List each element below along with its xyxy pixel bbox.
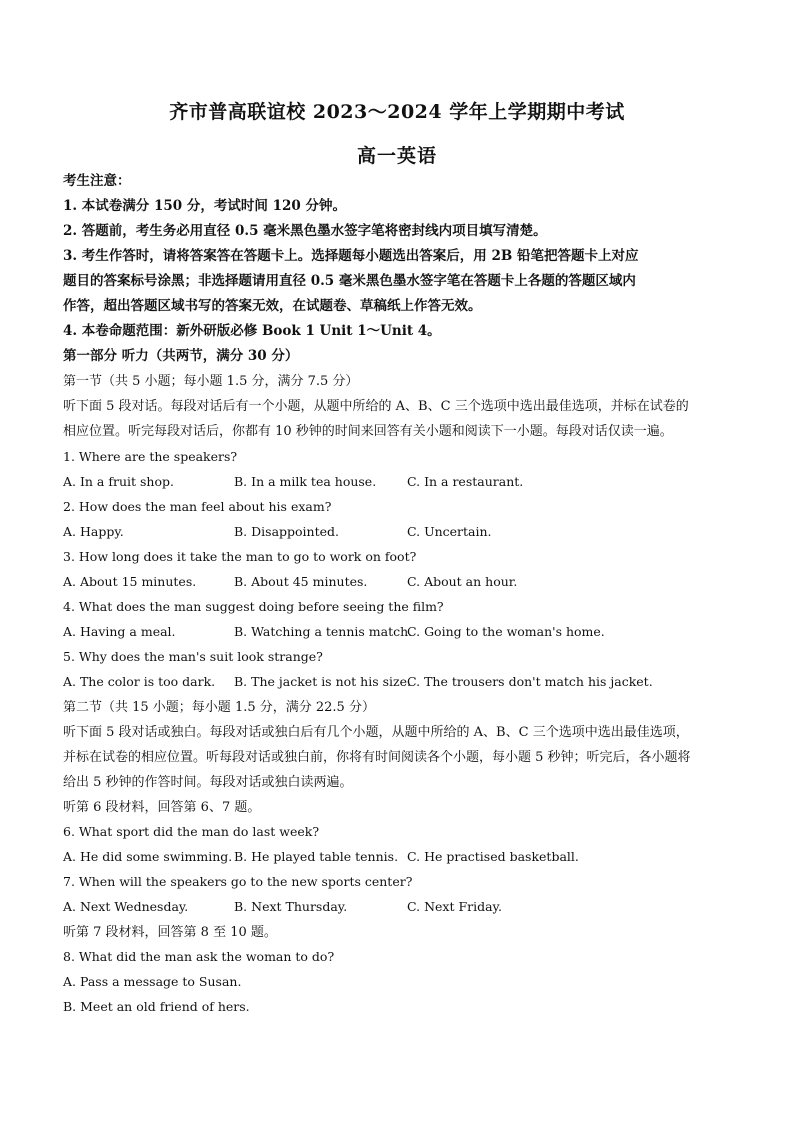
exam-title: 齐市普高联谊校 2023～2024 学年上学期期中考试 [169, 101, 625, 123]
section-instructions: 给出 5 秒钟的作答时间。每段对话或独白读两遍。 [63, 775, 353, 790]
section-heading: 第二节（共 15 小题；每小题 1.5 分，满分 22.5 分） [63, 700, 375, 715]
option-c: C. About an hour. [407, 574, 518, 589]
notice-item: 3. 考生作答时，请将答案答在答题卡上。选择题每小题选出答案后，用 2B 铅笔把答题卡上对应 [63, 248, 639, 264]
question-text: 4. What does the man suggest doing before seeing the film? [63, 599, 444, 614]
section-instructions: 相应位置。听完每段对话后，你都有 10 秒钟的时间来回答有关小题和阅读下一小题。每段对话仅读一遍。 [63, 424, 673, 439]
notice-heading: 考生注意： [63, 173, 131, 189]
option-c: C. Uncertain. [407, 524, 492, 539]
option-b: B. Watching a tennis match. [234, 624, 413, 639]
option-c: C. The trousers don't match his jacket. [407, 674, 653, 689]
section-instructions: 听下面 5 段对话。每段对话后有一个小题，从题中所给的 A、B、C 三个选项中选出最佳选项，并标在试卷的 [63, 399, 689, 414]
question-text: 1. Where are the speakers? [63, 449, 238, 464]
notice-item: 作答，超出答题区域书写的答案无效，在试题卷、草稿纸上作答无效。 [63, 298, 482, 314]
option-a: A. He did some swimming. [63, 849, 233, 864]
option-c: C. Going to the woman's home. [407, 624, 605, 639]
question-text: 3. How long does it take the man to go to work on foot? [63, 549, 417, 564]
question-text: 6. What sport did the man do last week? [63, 824, 320, 839]
option-b: B. Disappointed. [234, 524, 339, 539]
section-instructions: 听下面 5 段对话或独白。每段对话或独白后有几个小题，从题中所给的 A、B、C 三个选项中选出最佳选项， [63, 725, 689, 740]
option-c: C. He practised basketball. [407, 849, 579, 864]
question-text: 5. Why does the man's suit look strange? [63, 649, 323, 664]
option-a: A. The color is too dark. [63, 674, 216, 689]
notice-item: 题目的答案标号涂黑；非选择题请用直径 0.5 毫米黑色墨水签字笔在答题卡上各题的答题区域内 [63, 273, 636, 289]
notice-item: 2. 答题前，考生务必用直径 0.5 毫米黑色墨水签字笔将密封线内项目填写清楚。 [63, 223, 547, 239]
option-b: B. Meet an old friend of hers. [63, 999, 250, 1014]
option-a: A. Happy. [63, 524, 124, 539]
question-text: 8. What did the man ask the woman to do? [63, 949, 335, 964]
exam-subtitle: 高一英语 [356, 145, 437, 167]
option-b: B. He played table tennis. [234, 849, 399, 864]
option-c: C. Next Friday. [407, 899, 502, 914]
notice-item: 1. 本试卷满分 150 分，考试时间 120 分钟。 [63, 198, 346, 214]
option-a: A. Pass a message to Susan. [63, 974, 242, 989]
section-instructions: 并标在试卷的相应位置。听每段对话或独白前，你将有时间阅读各个小题，每小题 5 秒钟；听完后，各小题将 [63, 750, 691, 765]
option-a: A. In a fruit shop. [63, 474, 174, 489]
option-c: C. In a restaurant. [407, 474, 524, 489]
question-text: 7. When will the speakers go to the new sports center? [63, 874, 413, 889]
option-a: A. About 15 minutes. [63, 574, 197, 589]
option-a: A. Having a meal. [63, 624, 176, 639]
part-heading: 第一部分 听力（共两节，满分 30 分） [63, 348, 299, 364]
option-b: B. In a milk tea house. [234, 474, 377, 489]
section-heading: 第一节（共 5 小题；每小题 1.5 分，满分 7.5 分） [63, 374, 359, 389]
option-b: B. Next Thursday. [234, 899, 348, 914]
question-text: 2. How does the man feel about his exam? [63, 499, 332, 514]
notice-item: 4. 本卷命题范围：新外研版必修 Book 1 Unit 1～Unit 4。 [63, 323, 441, 339]
option-b: B. The jacket is not his size. [234, 674, 411, 689]
option-b: B. About 45 minutes. [234, 574, 368, 589]
option-a: A. Next Wednesday. [63, 899, 189, 914]
material-label: 听第 7 段材料，回答第 8 至 10 题。 [63, 925, 277, 940]
material-label: 听第 6 段材料，回答第 6、7 题。 [63, 800, 261, 815]
